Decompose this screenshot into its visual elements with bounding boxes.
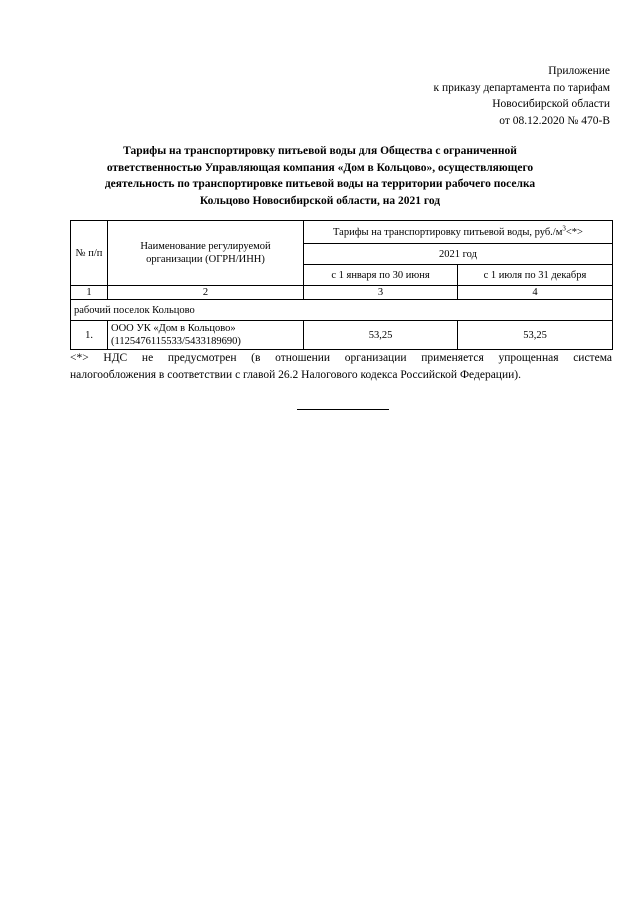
row-value-2: 53,25 <box>458 321 613 350</box>
table-header-row <box>71 221 613 244</box>
header-period-1: с 1 января по 30 июня <box>304 265 458 286</box>
header-tariff-sup: 3 <box>562 224 566 232</box>
appendix-header <box>433 63 610 129</box>
header-num-cell <box>71 221 108 286</box>
header-tariff-cell <box>304 221 613 244</box>
table-column-numbers-row <box>71 286 613 300</box>
header-period-2: с 1 июля по 31 декабря <box>458 265 613 286</box>
appendix-line: Приложение <box>548 65 610 77</box>
row-org-ids: (1125476115533/5433189690) <box>111 336 241 347</box>
section-label: рабочий поселок Кольцово <box>71 300 613 321</box>
column-number: 2 <box>108 286 304 300</box>
tariff-table <box>70 220 613 350</box>
title-line: ответственностью Управляющая компания «Дом в Кольцово», осуществляющего <box>106 161 534 174</box>
appendix-line: к приказу департамента по тарифам <box>433 81 610 94</box>
appendix-line: от 08.12.2020 № 470-В <box>499 114 610 127</box>
header-tariff-text: Тарифы на транспортировку питьевой воды, руб./м <box>333 226 563 238</box>
row-value-1: 53,25 <box>304 321 458 350</box>
column-number: 3 <box>304 286 458 300</box>
footnote-line: налогообложения в соответствии с главой 26.2 Налогового кодекса Российской Федерации). <box>70 368 521 381</box>
header-org-cell <box>108 221 304 286</box>
footnote-line: <*> НДС не предусмотрен (в отношении организации применяется упрощенная система <box>70 352 612 364</box>
title-line: Тарифы на транспортировку питьевой воды для Общества с ограниченной <box>123 145 517 157</box>
row-num: 1. <box>71 321 108 350</box>
document-title <box>70 143 570 209</box>
table-section-row <box>71 300 613 321</box>
column-number: 1 <box>71 286 108 300</box>
end-divider <box>297 409 389 410</box>
row-org-name: ООО УК «Дом в Кольцово» <box>111 323 236 334</box>
header-tariff-footnote-mark: <*> <box>565 226 583 238</box>
title-line: деятельность по транспортировке питьевой воды на территории рабочего поселка <box>104 178 536 190</box>
column-number: 4 <box>458 286 613 300</box>
row-org-cell <box>108 321 304 350</box>
header-org: Наименование регулируемой организации (ОГРН/ИНН) <box>140 241 271 265</box>
footnote <box>70 350 612 383</box>
header-year: 2021 год <box>304 244 613 265</box>
title-line: Кольцово Новосибирской области, на 2021 год <box>199 194 441 207</box>
header-num: № п/п <box>75 247 103 259</box>
table-row <box>71 321 613 350</box>
appendix-line: Новосибирской области <box>492 98 610 110</box>
